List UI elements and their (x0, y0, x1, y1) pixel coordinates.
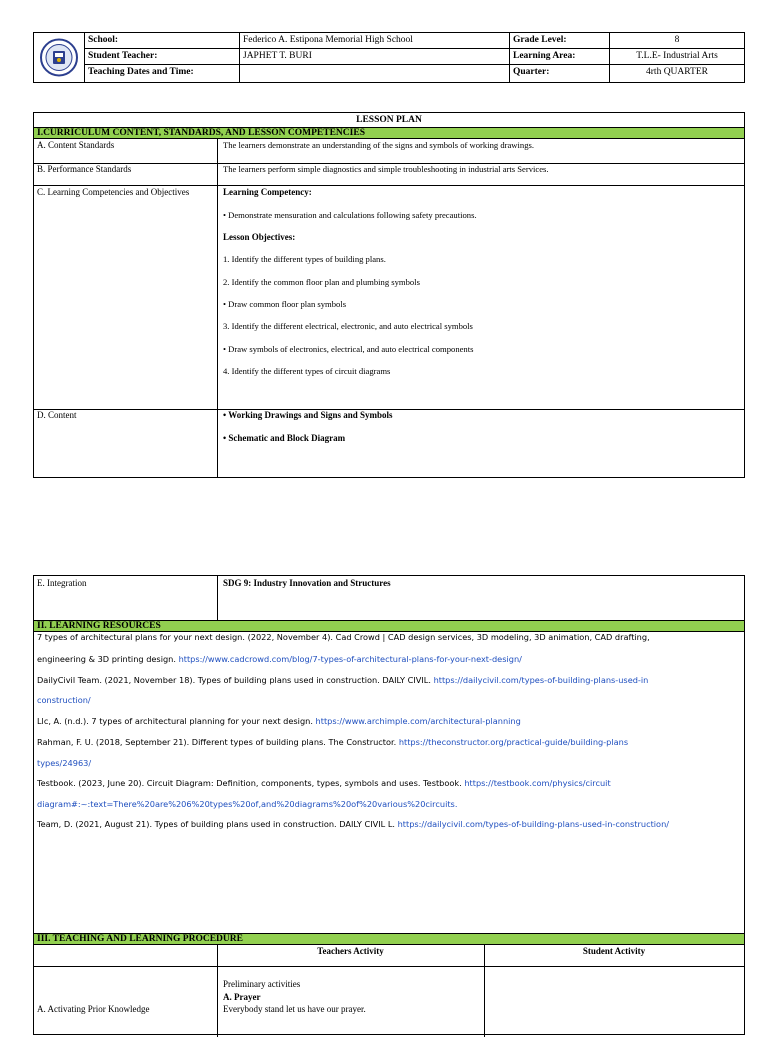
prayer-heading: A. Prayer (223, 992, 261, 1002)
performance-standards-label: B. Performance Standards (37, 164, 132, 174)
resource-link[interactable]: https://www.cadcrowd.com/blog/7-types-of-architectural-plans-for-your-next-design/ (178, 654, 522, 664)
area-label: Learning Area: (510, 49, 610, 65)
competency-heading: Learning Competency: (223, 187, 312, 197)
teachers-activity-header: Teachers Activity (317, 946, 384, 956)
resource-line (37, 799, 457, 809)
competencies-label: C. Learning Competencies and Objectives (37, 187, 190, 197)
content-label: D. Content (37, 410, 77, 420)
resource-line: 7 types of architectural plans for your next design. (2022, November 4). Cad Crowd | CAD design services, 3D modeling, 3D animation, CAD drafting, (37, 632, 650, 642)
row-divider (34, 185, 744, 186)
resource-link[interactable]: construction/ (37, 695, 91, 705)
content-item: • Working Drawings and Signs and Symbols (223, 410, 393, 420)
preliminary-text: Preliminary activities (223, 979, 301, 989)
resource-line (37, 695, 91, 705)
resource-link[interactable]: https://dailycivil.com/types-of-building-plans-used-in (433, 675, 649, 685)
objective-item: • Draw common floor plan symbols (223, 299, 347, 309)
integration-text: SDG 9: Industry Innovation and Structures (223, 578, 391, 588)
resource-line (37, 758, 91, 768)
performance-standards-text: The learners perform simple diagnostics and simple troubleshooting in industrial arts Services. (223, 164, 549, 174)
school-info-table (33, 32, 745, 83)
deped-seal-icon (34, 33, 85, 82)
school-label: School: (85, 33, 240, 49)
resource-line: Testbook. (2023, June 20). Circuit Diagram: Definition, components, types, symbols and uses. Testbook. https://testbook.com/physics/circuit (37, 778, 611, 788)
resource-line: Team, D. (2021, August 21). Types of building plans used in construction. DAILY CIVIL L. https://dailycivil.com/types-of-building-plans-used-in-construction/ (37, 819, 670, 829)
section-resources-band: II. LEARNING RESOURCES (34, 620, 744, 632)
resource-line: Llc, A. (n.d.). 7 types of architectural planning for your next design. https://www.archimple.com/architectural-planning (37, 716, 521, 726)
lesson-plan-table-continued (33, 575, 745, 1035)
quarter-value: 4rth QUARTER (646, 67, 708, 77)
dates-label: Teaching Dates and Time: (85, 65, 240, 82)
resource-line: engineering & 3D printing design. https://www.cadcrowd.com/blog/7-types-of-architectural-plans-for-your-next-design/ (37, 654, 522, 664)
column-divider (217, 945, 218, 1037)
column-divider (217, 139, 218, 478)
grade-label: Grade Level: (510, 33, 610, 49)
teacher-value: JAPHET T. BURI (240, 49, 510, 65)
content-standards-text: The learners demonstrate an understanding of the signs and symbols of working drawings. (223, 140, 534, 150)
school-value: Federico A. Estipona Memorial High School (240, 33, 510, 49)
area-value: T.L.E- Industrial Arts (610, 49, 744, 65)
prayer-text: Everybody stand let us have our prayer. (223, 1004, 366, 1014)
objective-item: • Draw symbols of electronics, electrical, and auto electrical components (223, 344, 474, 354)
resource-line: Rahman, F. U. (2018, September 21). Different types of building plans. The Constructor. https://theconstructor.org/practical-guide/building-plans (37, 737, 629, 747)
resource-line: DailyCivil Team. (2021, November 18). Types of building plans used in construction. DAILY CIVIL. https://dailycivil.com/types-of-building-plans-used-in (37, 675, 649, 685)
objectives-heading: Lesson Objectives: (223, 232, 296, 242)
objective-item: 3. Identify the different electrical, electronic, and auto electrical symbols (223, 321, 473, 331)
grade-value: 8 (610, 33, 744, 49)
resource-link[interactable]: https://theconstructor.org/practical-guide/building-plans (398, 737, 629, 747)
objective-item: 2. Identify the common floor plan and plumbing symbols (223, 277, 420, 287)
section-procedure-band: III. TEACHING AND LEARNING PROCEDURE (34, 933, 744, 945)
objective-item: 4. Identify the different types of circuit diagrams (223, 366, 391, 376)
teacher-label: Student Teacher: (85, 49, 240, 65)
content-item: • Schematic and Block Diagram (223, 433, 346, 443)
integration-label: E. Integration (37, 578, 87, 588)
content-standards-label: A. Content Standards (37, 140, 115, 150)
column-divider (484, 945, 485, 1037)
competency-item: • Demonstrate mensuration and calculations following safety precautions. (223, 210, 477, 220)
quarter-label: Quarter: (510, 65, 610, 82)
resource-link[interactable]: https://testbook.com/physics/circuit (464, 778, 611, 788)
column-divider (217, 576, 218, 620)
student-activity-header: Student Activity (582, 946, 646, 956)
row-divider (34, 966, 744, 967)
resource-link[interactable]: diagram#:~:text=There%20are%206%20types%20of,and%20diagrams%20of%20various%20circuits. (37, 799, 458, 809)
section-curriculum-band: I.CURRICULUM CONTENT, STANDARDS, AND LESSON COMPETENCIES (34, 127, 744, 139)
resource-link[interactable]: types/24963/ (37, 758, 92, 768)
activating-label: A. Activating Prior Knowledge (37, 1004, 150, 1014)
objective-item: 1. Identify the different types of building plans. (223, 254, 386, 264)
lesson-plan-table (33, 112, 745, 478)
lesson-plan-title: LESSON PLAN (356, 115, 422, 125)
resource-link[interactable]: https://dailycivil.com/types-of-building-plans-used-in-construction/ (397, 819, 670, 829)
resource-link[interactable]: https://www.archimple.com/architectural-planning (315, 716, 521, 726)
dates-value (240, 65, 510, 82)
